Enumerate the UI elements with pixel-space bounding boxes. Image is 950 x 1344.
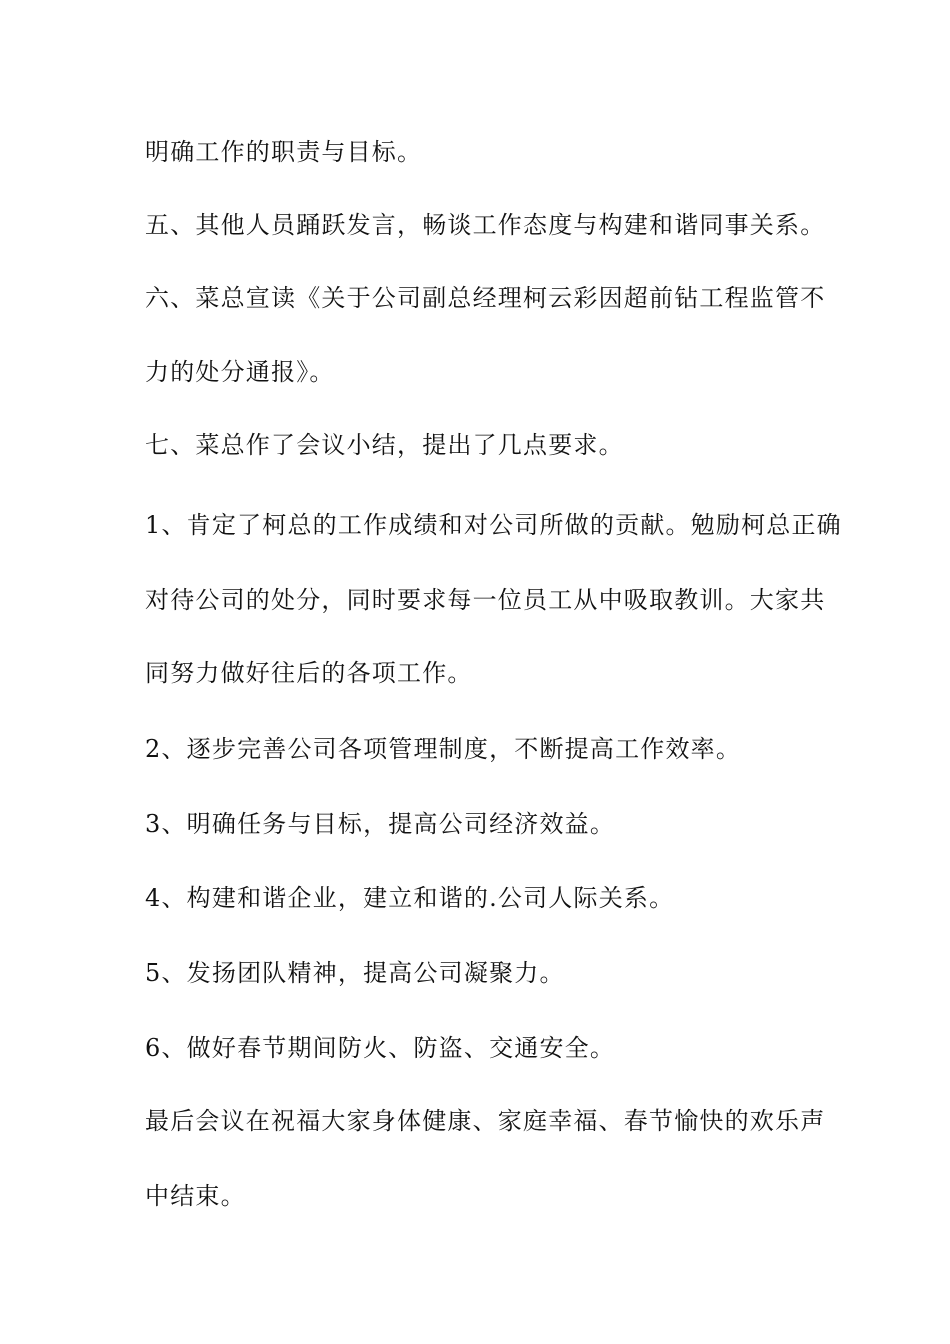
paragraph-line: 4、构建和谐企业，建立和谐的.公司人际关系。 — [145, 884, 675, 912]
paragraph-line: 七、菜总作了会议小结，提出了几点要求。 — [145, 431, 624, 459]
paragraph-line: 五、其他人员踊跃发言，畅谈工作态度与构建和谐同事关系。 — [145, 211, 826, 239]
paragraph-line: 明确工作的职责与目标。 — [145, 138, 423, 166]
paragraph-line: 6、做好春节期间防火、防盗、交通安全。 — [145, 1034, 616, 1062]
paragraph-line: 3、明确任务与目标，提高公司经济效益。 — [145, 810, 616, 838]
paragraph-line: 对待公司的处分，同时要求每一位员工从中吸取教训。大家共 — [145, 586, 826, 614]
paragraph-line: 中结束。 — [145, 1182, 246, 1210]
paragraph-line: 六、菜总宣读《关于公司副总经理柯云彩因超前钻工程监管不 — [145, 284, 826, 312]
paragraph-line: 5、发扬团队精神，提高公司凝聚力。 — [145, 959, 565, 987]
paragraph-line: 1、肯定了柯总的工作成绩和对公司所做的贡献。勉励柯总正确 — [145, 511, 842, 539]
paragraph-line: 2、逐步完善公司各项管理制度，不断提高工作效率。 — [145, 735, 742, 763]
paragraph-line: 力的处分通报》。 — [145, 358, 335, 386]
paragraph-line: 同努力做好往后的各项工作。 — [145, 659, 473, 687]
paragraph-line: 最后会议在祝福大家身体健康、家庭幸福、春节愉快的欢乐声 — [145, 1107, 826, 1135]
